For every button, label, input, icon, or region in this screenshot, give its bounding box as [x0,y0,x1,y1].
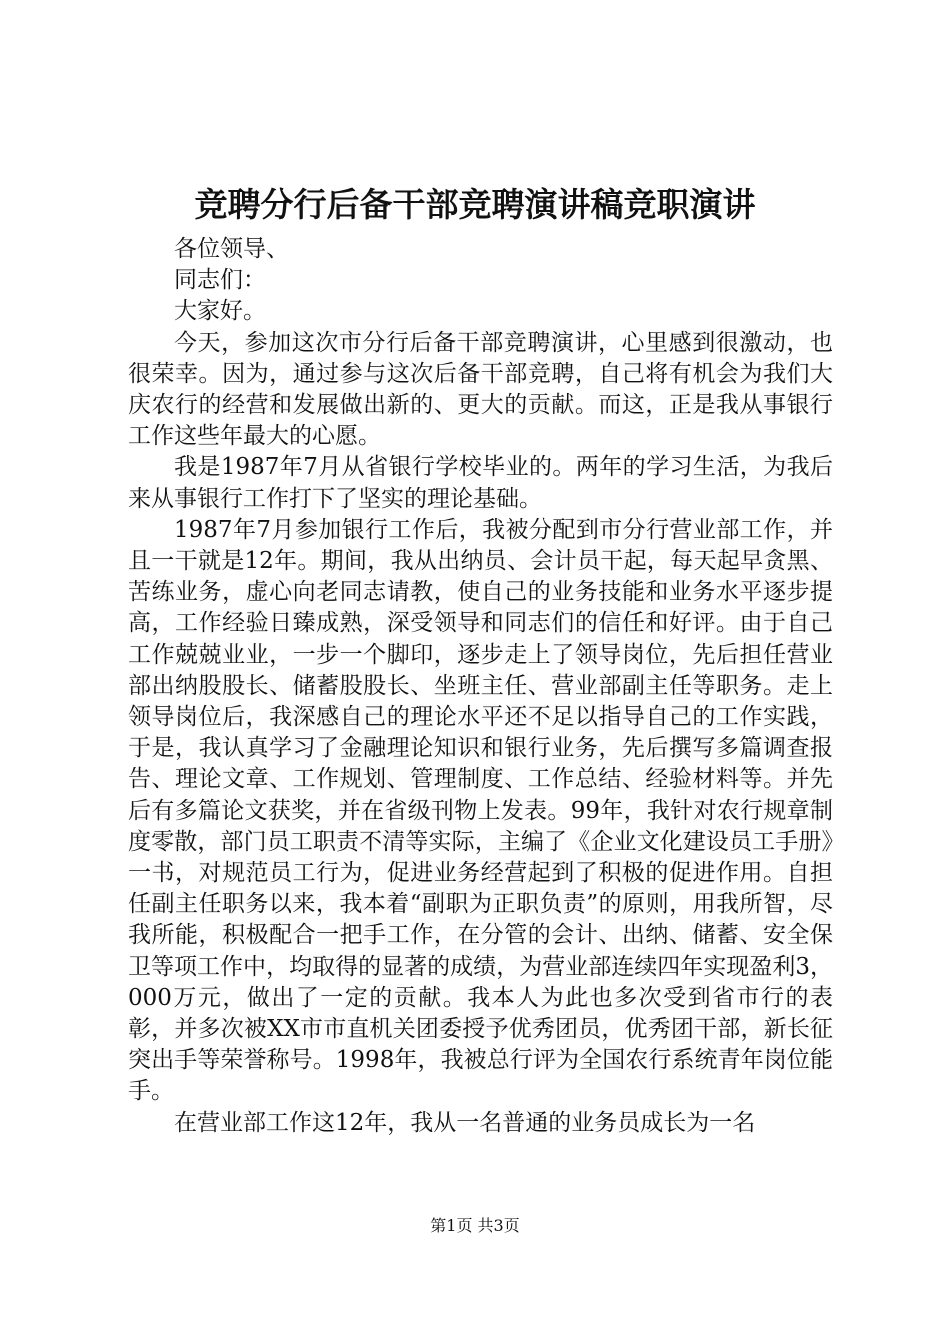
document-body [128,234,833,1139]
page-footer: 第1页 共3页 [430,1216,520,1235]
paragraph-intro: 今天，参加这次市分行后备干部竞聘演讲，心里感到很激动，也很荣幸。因为，通过参与这次后备干部竞聘，自己将有机会为我们大庆农行的经营和发展做出新的、更大的贡献。而这，正是我从事银行工作这些年最大的心愿。 [128,329,833,450]
salutation-leaders: 各位领导、 [174,236,289,262]
paragraph-education: 我是1987年7月从省银行学校毕业的。两年的学习生活，为我后来从事银行工作打下了坚实的理论基础。 [128,454,833,512]
greeting: 大家好。 [174,298,266,325]
paragraph-career: 1987年7月参加银行工作后，我被分配到市分行营业部工作，并且一干就是12年。期间，我从出纳员、会计员干起，每天起早贪黑、苦练业务，虚心向老同志请教，使自己的业务技能和业务水平逐步提高，工作经验日臻成熟，深受领导和同志们的信任和好评。由于自己工作兢兢业业，一步一个脚印，逐步走上了领导岗位，先后担任营业部出纳股股长、储蓄股股长、坐班主任、营业部副主任等职务。走上领导岗位后，我深感自己的理论水平还不足以指导自己的工作实践，于是，我认真学习了金融理论知识和银行业务，先后撰写多篇调查报告、理论文章、工作规划、管理制度、工作总结、经验材料等。并先后有多篇论文获奖，并在省级刊物上发表。99年，我针对农行规章制度零散，部门员工职责不清等实际，主编了《企业文化建设员工手册》一书，对规范员工行为，促进业务经营起到了积极的促进作用。自担任副主任职务以来，我本着“副职为正职负责”的原则，用我所智，尽我所能，积极配合一把手工作，在分管的会计、出纳、储蓄、安全保卫等项工作中，均取得的显著的成绩，为营业部连续四年实现盈利3，000万元，做出了一定的贡献。我本人为此也多次受到省市行的表彰，并多次被XX市市直机关团委授予优秀团员，优秀团干部，新长征突出手等荣誉称号。1998年，我被总行评为全国农行系统青年岗位能手。 [128,516,833,1105]
salutation-comrades: 同志们： [174,267,266,294]
document-title: 竞聘分行后备干部竞聘演讲稿竞职演讲 [194,185,756,224]
paragraph-continued: 在营业部工作这12年，我从一名普通的业务员成长为一名 [174,1109,756,1136]
